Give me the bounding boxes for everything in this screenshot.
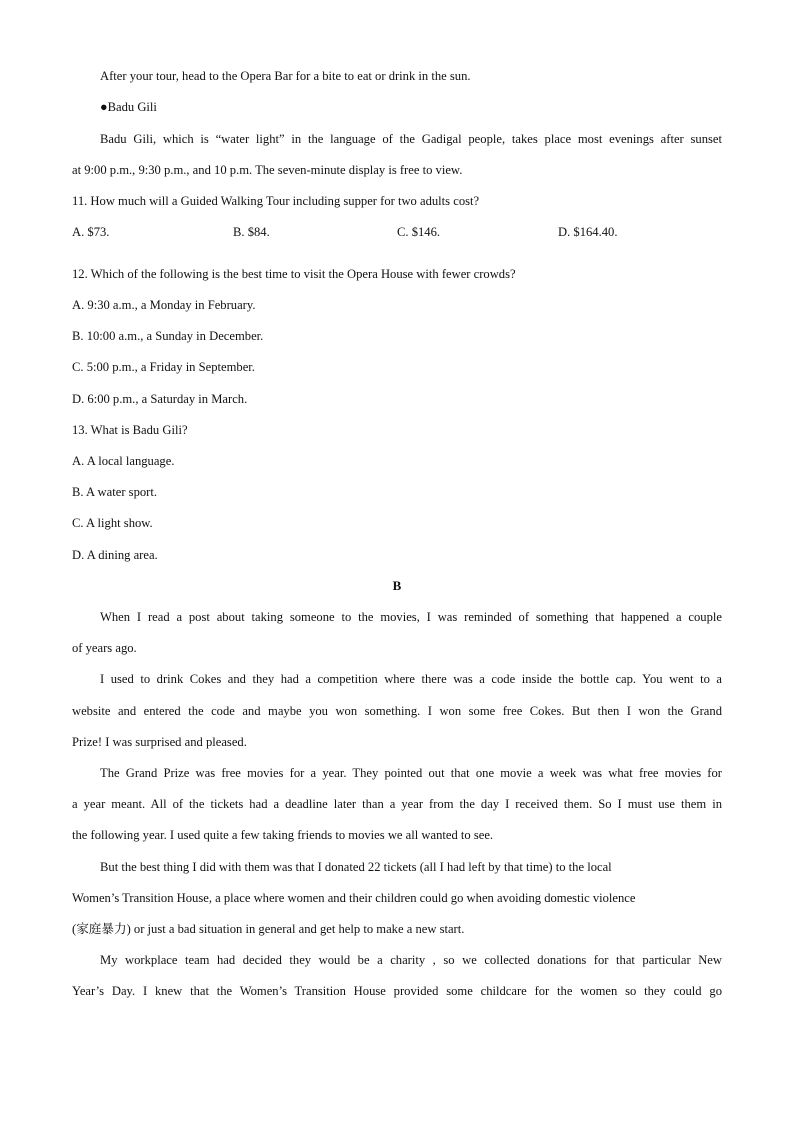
question-11-option-c: C. $146. [397, 225, 441, 239]
question-12-option-b: B. 10:00 a.m., a Sunday in December. [72, 329, 264, 343]
opera-bar-paragraph: After your tour, head to the Opera Bar for a bite to eat or drink in the sun. [100, 69, 471, 83]
question-13-option-d: D. A dining area. [72, 548, 158, 562]
passage-b-line: the following year. I used quite a few taking friends to movies we all wanted to see. [72, 828, 494, 842]
passage-b-line: Year’s Day. I knew that the Women’s Transition House provided some childcare for the women so they could go [72, 984, 722, 998]
question-13-option-a: A. A local language. [72, 454, 175, 468]
badu-gili-paragraph-line-2: at 9:00 p.m., 9:30 p.m., and 10 p.m. The seven-minute display is free to view. [72, 163, 463, 177]
badu-gili-heading: ●Badu Gili [100, 100, 157, 114]
section-b-heading: B [392, 578, 402, 593]
question-11-option-d: D. $164.40. [558, 225, 618, 239]
passage-b-line: a year meant. All of the tickets had a deadline later than a year from the day I received them. So I must use them in [72, 797, 722, 811]
passage-b-line: website and entered the code and maybe you won something. I won some free Cokes. But then I won the Grand [72, 704, 722, 718]
question-12-option-c: C. 5:00 p.m., a Friday in September. [72, 360, 255, 374]
passage-b-line: When I read a post about taking someone to the movies, I was reminded of something that happened a couple [100, 610, 722, 624]
passage-b-line: of years ago. [72, 641, 137, 655]
question-11-option-b: B. $84. [233, 225, 270, 239]
passage-b-line: Women’s Transition House, a place where women and their children could go when avoiding domestic violence [72, 891, 636, 905]
passage-b-line: (家庭暴力) or just a bad situation in general and get help to make a new start. [72, 922, 465, 936]
passage-b-line: I used to drink Cokes and they had a competition where there was a code inside the bottle cap. You went to a [100, 672, 722, 686]
question-11-option-a: A. $73. [72, 225, 110, 239]
passage-b-line: Prize! I was surprised and pleased. [72, 735, 247, 749]
passage-b-line: But the best thing I did with them was that I donated 22 tickets (all I had left by that time) to the local [100, 860, 612, 874]
question-13-stem: 13. What is Badu Gili? [72, 423, 188, 437]
badu-gili-paragraph-line-1: Badu Gili, which is “water light” in the language of the Gadigal people, takes place most evenings after sunset [100, 132, 722, 146]
question-13-option-c: C. A light show. [72, 516, 153, 530]
passage-b-line: The Grand Prize was free movies for a year. They pointed out that one movie a week was what free movies for [100, 766, 722, 780]
question-12-option-d: D. 6:00 p.m., a Saturday in March. [72, 392, 248, 406]
question-11-stem: 11. How much will a Guided Walking Tour including supper for two adults cost? [72, 194, 480, 208]
question-12-stem: 12. Which of the following is the best time to visit the Opera House with fewer crowds? [72, 267, 516, 281]
question-13-option-b: B. A water sport. [72, 485, 158, 499]
question-12-option-a: A. 9:30 a.m., a Monday in February. [72, 298, 256, 312]
passage-b-line: My workplace team had decided they would be a charity , so we collected donations for that particular New [100, 953, 722, 967]
